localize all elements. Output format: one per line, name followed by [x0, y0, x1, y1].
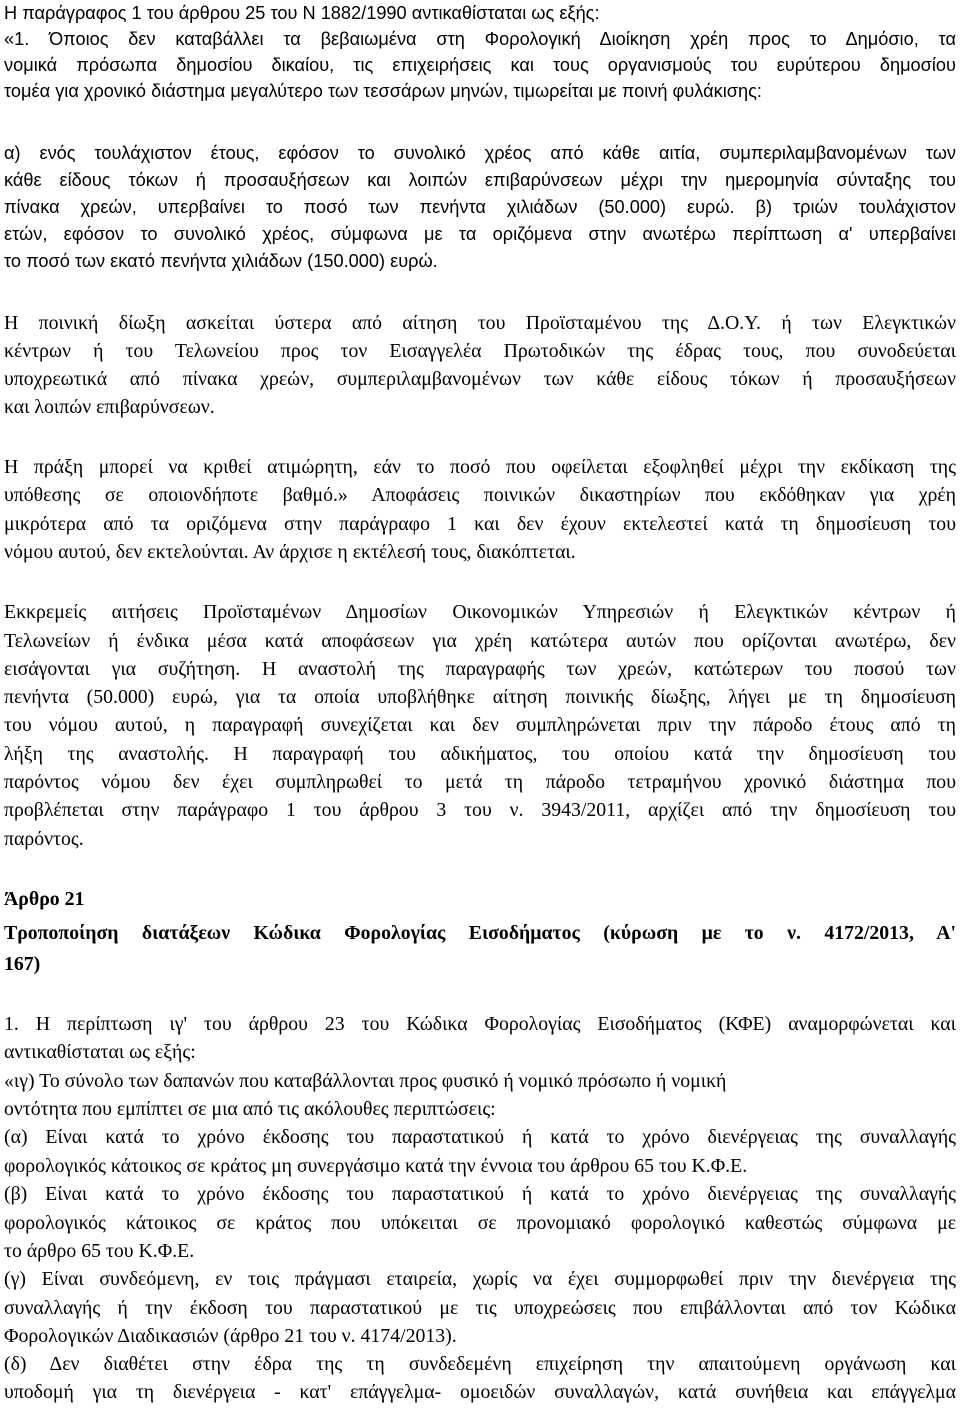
text-line: αντικαθίσταται ως εξής:	[4, 1041, 196, 1063]
text-line: (δ) Δεν διαθέτει στην έδρα της τη συνδεδεμένη επιχείρηση την απαιτούμενη οργάνωση και	[4, 1353, 956, 1375]
text-line: το άρθρο 65 του Κ.Φ.Ε.	[4, 1240, 195, 1262]
text-line: Η ποινική δίωξη ασκείται ύστερα από αίτηση του Προϊσταμένου της Δ.Ο.Υ. ή των Ελεγκτικών	[4, 312, 956, 334]
article-title: Τροποποίηση διατάξεων Κώδικα Φορολογίας Εισοδήματος (κύρωση με το ν. 4172/2013, Α'	[4, 922, 956, 944]
text-line: νόμου αυτού, δεν εκτελούνται. Αν άρχισε η εκτέλεσή τους, διακόπτεται.	[4, 541, 576, 563]
text-line: τομέα για χρονικό διάστημα μεγαλύτερο των τεσσάρων μηνών, τιμωρείται με ποινή φυλάκισης:	[4, 81, 762, 101]
text-line: του νόμου αυτού, η παραγραφή συνεχίζεται και δεν συμπληρώνεται πριν την πάροδο έτους από τη	[4, 714, 956, 736]
text-line: ετών, εφόσον το συνολικό χρέος, σύμφωνα με τα οριζόμενα στην ανωτέρω περίπτωση α' υπερβαίνει	[4, 224, 956, 244]
text-line: κέντρων ή του Τελωνείου προς τον Εισαγγελέα Πρωτοδικών της έδρας τους, που συνοδεύεται	[4, 340, 956, 362]
text-line: εισάγονται για συζήτηση. Η αναστολή της παραγραφής των χρεών, κατώτερων του ποσού των	[4, 658, 956, 680]
article-title-continuation: 167)	[4, 953, 41, 975]
text-line: οντότητα που εμπίπτει σε μια από τις ακόλουθες περιπτώσεις:	[4, 1098, 496, 1120]
text-line: μικρότερα από τα οριζόμενα στην παράγραφο 1 και δεν έχουν εκτελεστεί κατά τη δημοσίευση του	[4, 513, 956, 535]
text-line: παρόντος.	[4, 828, 84, 850]
text-line: και λοιπών επιβαρύνσεων.	[4, 396, 215, 418]
text-line: 1. Η περίπτωση ιγ' του άρθρου 23 του Κώδικα Φορολογίας Εισοδήματος (ΚΦΕ) αναμορφώνεται και	[4, 1013, 956, 1035]
text-line: «1. Όποιος δεν καταβάλλει τα βεβαιωμένα στη Φορολογική Διοίκηση χρέη προς το Δημόσιο, τα	[4, 29, 956, 49]
text-line: πίνακα χρεών, υπερβαίνει το ποσό των πενήντα χιλιάδων (50.000) ευρώ. β) τριών τουλάχιστον	[4, 197, 956, 217]
text-line: φορολογικός κάτοικος σε κράτος που υπόκειται σε προνομιακό φορολογικό καθεστώς σύμφωνα με	[4, 1212, 956, 1234]
text-line: το ποσό των εκατό πενήντα χιλιάδων (150.000) ευρώ.	[4, 251, 438, 271]
text-line: Η πράξη μπορεί να κριθεί ατιμώρητη, εάν το ποσό που οφείλεται εξοφληθεί μέχρι την εκδίκαση της	[4, 456, 956, 478]
text-line: κάθε είδους τόκων ή προσαυξήσεων και λοιπών επιβαρύνσεων μέχρι την ημερομηνία σύνταξης του	[4, 170, 956, 190]
text-line: (α) Είναι κατά το χρόνο έκδοσης του παραστατικού ή κατά το χρόνο διενέργειας της συναλλαγής	[4, 1126, 956, 1148]
text-line: νομικά πρόσωπα δημοσίου δικαίου, τις επιχειρήσεις και τους οργανισμούς του ευρύτερου δημοσίου	[4, 55, 956, 75]
text-line: Εκκρεμείς αιτήσεις Προϊσταμένων Δημοσίων Οικονομικών Υπηρεσιών ή Ελεγκτικών κέντρων ή	[4, 601, 956, 623]
text-line: (β) Είναι κατά το χρόνο έκδοσης του παραστατικού ή κατά το χρόνο διενέργειας της συναλλαγής	[4, 1183, 956, 1205]
text-line: υποδομή για τη διενέργεια - κατ' επάγγελμα- ομοειδών συναλλαγών, κατά συνήθεια και επάγγελμα	[4, 1381, 956, 1403]
article-number: Άρθρο 21	[4, 888, 85, 910]
text-line: φορολογικός κάτοικος σε κράτος μη συνεργάσιμο κατά την έννοια του άρθρου 65 του Κ.Φ.Ε.	[4, 1155, 748, 1177]
text-line: συναλλαγής ή την έκδοση του παραστατικού με τις υποχρεώσεις που επιβάλλονται από τον Κώδικα	[4, 1297, 956, 1319]
text-line: υποχρεωτικά από πίνακα χρεών, συμπεριλαμβανομένων των κάθε είδους τόκων ή προσαυξήσεων	[4, 368, 956, 390]
text-line: Φορολογικών Διαδικασιών (άρθρο 21 του ν. 4174/2013).	[4, 1325, 457, 1347]
text-line: προβλέπεται στην παράγραφο 1 του άρθρου 3 του ν. 3943/2011, αρχίζει από την δημοσίευση του	[4, 799, 956, 821]
text-line: παρόντος νόμου δεν έχει συμπληρωθεί το μετά τη πάροδο τετραμήνου χρονικό διάστημα που	[4, 771, 956, 793]
text-line: (γ) Είναι συνδεόμενη, εν τοις πράγμασι εταιρεία, χωρίς να έχει συμμορφωθεί πριν την διενέργεια της	[4, 1268, 956, 1290]
text-line: α) ενός τουλάχιστον έτους, εφόσον το συνολικό χρέος από κάθε αιτία, συμπεριλαμβανομένων των	[4, 143, 956, 163]
text-line: Η παράγραφος 1 του άρθρου 25 του Ν 1882/1990 αντικαθίσταται ως εξής:	[4, 3, 600, 23]
text-line: λήξη της αναστολής. Η παραγραφή του αδικήματος, του οποίου κατά την δημοσίευση του	[4, 743, 956, 765]
text-line: πενήντα (50.000) ευρώ, για τα οποία υποβλήθηκε αίτηση ποινικής δίωξης, λήγει με τη δημοσίευση	[4, 686, 956, 708]
text-line: υπόθεσης σε οποιονδήποτε βαθμό.» Αποφάσεις ποινικών δικαστηρίων που εκδόθηκαν για χρέη	[4, 484, 956, 506]
text-line: Τελωνείων ή ένδικα μέσα κατά αποφάσεων για χρέη κατώτερα αυτών που ορίζονται ανωτέρω, δεν	[4, 630, 956, 652]
text-line: «ιγ) Το σύνολο των δαπανών που καταβάλλονται προς φυσικό ή νομικό πρόσωπο ή νομική	[4, 1070, 727, 1092]
